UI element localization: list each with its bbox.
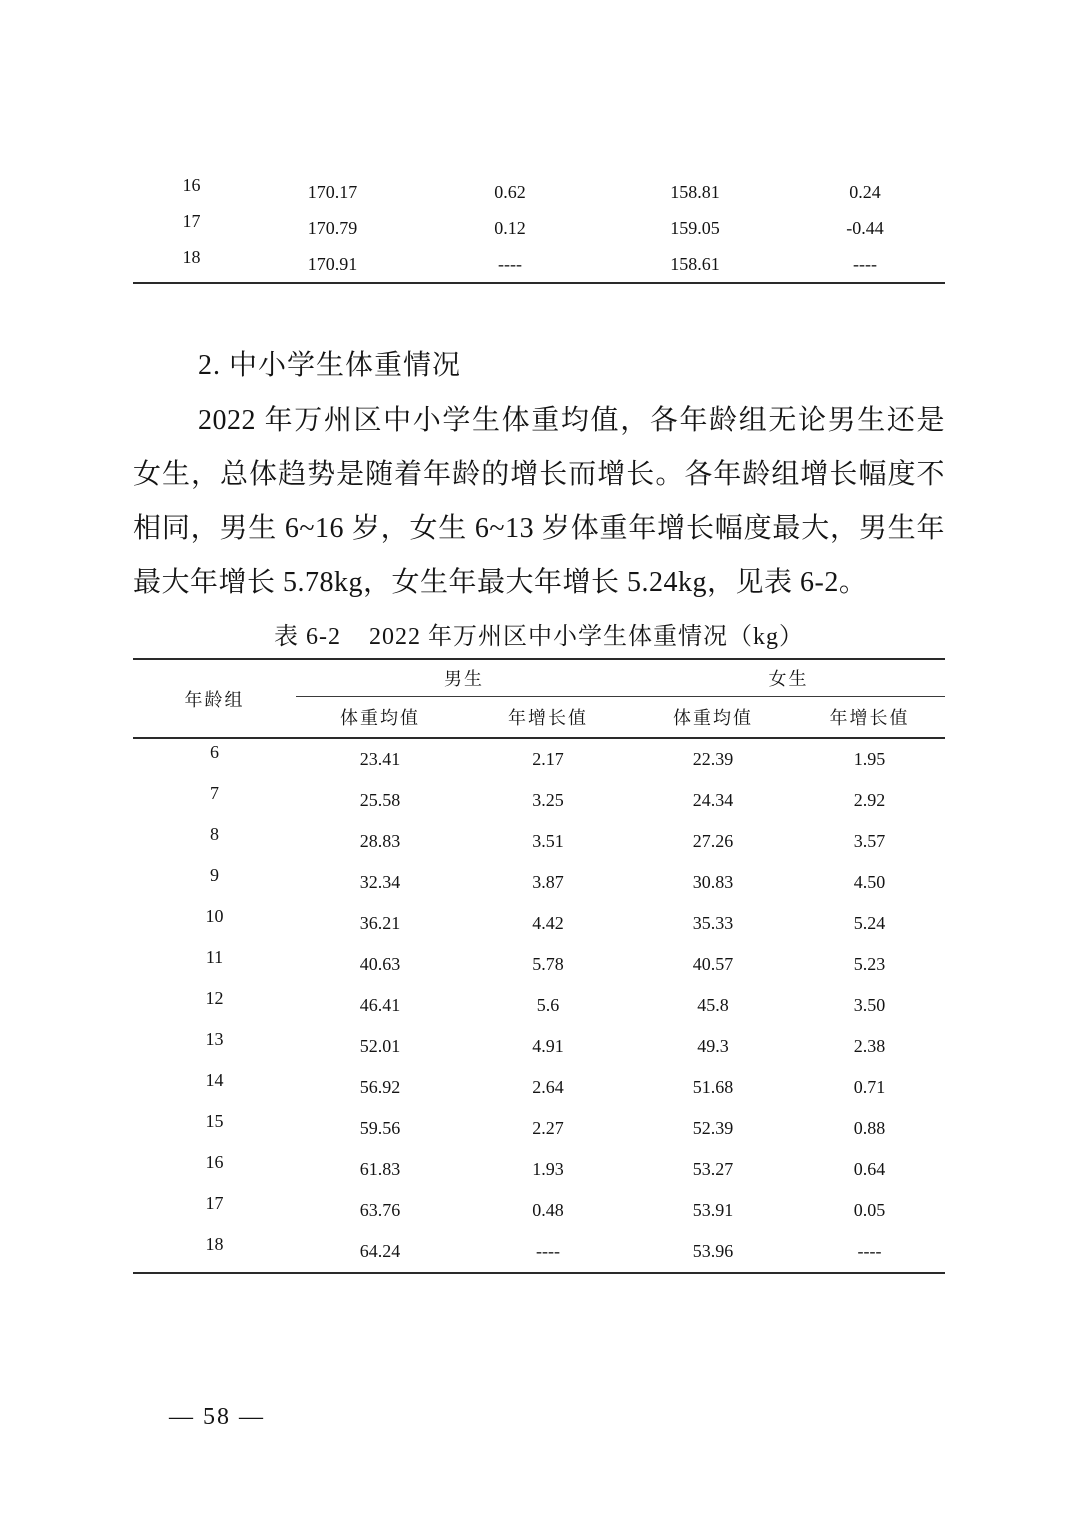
cell-female-gain: 5.24 — [853, 913, 886, 933]
cell-male-gain: 2.17 — [532, 749, 564, 769]
table-caption-label: 表 6-2 — [274, 624, 341, 650]
cell-female-average: 51.68 — [692, 1077, 734, 1097]
cell-male-average: 52.01 — [359, 1036, 401, 1056]
table-caption — [133, 620, 945, 654]
cell-male-gain: 5.6 — [536, 995, 560, 1015]
cell-female-gain: 0.64 — [853, 1159, 886, 1179]
cell-female-average: 24.34 — [692, 790, 734, 810]
cell-male-gain: 0.48 — [532, 1200, 564, 1220]
cell-age: 18 — [182, 246, 201, 267]
table-row — [133, 821, 945, 862]
cell-male-gain: 4.91 — [532, 1036, 564, 1056]
cell-age: 6 — [210, 742, 219, 762]
table-row — [133, 1190, 945, 1231]
section-heading: 2. 中小学生体重情况 — [198, 350, 462, 381]
weight-table-header — [133, 659, 945, 738]
cell-male-gain: 3.25 — [532, 790, 564, 810]
header-female-average: 体重均值 — [632, 697, 794, 739]
cell-age: 11 — [205, 947, 224, 967]
table-row — [133, 903, 945, 944]
table-row — [133, 1026, 945, 1067]
cell-female-gain: 1.95 — [853, 749, 886, 769]
cell-age: 8 — [210, 824, 219, 844]
cell-male-gain: 3.51 — [532, 831, 564, 851]
cell-male-gain: ---- — [536, 1241, 560, 1261]
cell-age: 17 — [205, 1193, 224, 1213]
weight-table-body — [133, 738, 945, 1273]
header-row-groups — [133, 659, 945, 697]
cell-female-average: 45.8 — [697, 995, 729, 1015]
cell-female-average: 159.05 — [670, 217, 720, 238]
cell-female-average: 53.27 — [692, 1159, 734, 1179]
cell-age: 13 — [205, 1029, 224, 1049]
table-row — [133, 985, 945, 1026]
cell-female-gain: 0.71 — [853, 1077, 886, 1097]
cell-male-average: 64.24 — [359, 1241, 401, 1261]
cell-male-gain: 3.87 — [532, 872, 564, 892]
cell-female-average: 22.39 — [692, 749, 734, 769]
cell-male-gain: ---- — [498, 253, 522, 274]
cell-female-average: 35.33 — [692, 913, 734, 933]
cell-female-gain: 0.24 — [849, 181, 881, 202]
table-row — [133, 246, 945, 283]
cell-male-average: 28.83 — [359, 831, 401, 851]
height-table-body — [133, 174, 945, 283]
cell-male-gain: 4.42 — [532, 913, 564, 933]
cell-female-average: 158.61 — [670, 253, 720, 274]
table-row — [133, 944, 945, 985]
cell-female-average: 53.96 — [692, 1241, 734, 1261]
cell-age: 9 — [210, 865, 219, 885]
cell-female-gain: ---- — [853, 253, 877, 274]
cell-female-average: 52.39 — [692, 1118, 734, 1138]
cell-age: 7 — [210, 783, 219, 803]
weight-table — [133, 658, 945, 1274]
page-content — [133, 0, 945, 1431]
cell-female-gain: 2.92 — [853, 790, 886, 810]
body-paragraph: 2022 年万州区中小学生体重均值，各年龄组无论男生还是女生，总体趋势是随着年龄的增长而增长。各年龄组增长幅度不相同，男生 6~16 岁，女生 6~13 岁体重年增长幅度最大，男生年最大年增长 5.78kg，女生年最大年增长 5.24kg，见表 6-2。 — [133, 405, 945, 598]
cell-male-average: 36.21 — [359, 913, 401, 933]
header-age-group: 年龄组 — [133, 659, 296, 738]
table-row — [133, 862, 945, 903]
cell-female-average: 53.91 — [692, 1200, 734, 1220]
cell-male-average: 40.63 — [359, 954, 401, 974]
cell-male-average: 56.92 — [359, 1077, 401, 1097]
table-row — [133, 780, 945, 821]
cell-female-gain: 5.23 — [853, 954, 886, 974]
cell-male-gain: 0.12 — [494, 217, 526, 238]
cell-female-gain: 3.50 — [853, 995, 886, 1015]
cell-age: 18 — [205, 1234, 224, 1254]
table-row — [133, 210, 945, 246]
table-row — [133, 738, 945, 780]
table-caption-text: 2022 年万州区中小学生体重情况（kg） — [369, 624, 804, 650]
cell-female-gain: 0.05 — [853, 1200, 886, 1220]
page-number: — 58 — — [169, 1404, 265, 1430]
cell-male-average: 23.41 — [359, 749, 401, 769]
cell-female-gain: 3.57 — [853, 831, 886, 851]
header-male-gain: 年增长值 — [464, 697, 632, 739]
height-table-continued — [133, 174, 945, 284]
cell-male-average: 170.79 — [307, 217, 358, 238]
cell-male-gain: 5.78 — [532, 954, 564, 974]
cell-male-average: 25.58 — [359, 790, 401, 810]
header-male-group: 男生 — [296, 659, 632, 697]
cell-age: 15 — [205, 1111, 224, 1131]
cell-age: 10 — [205, 906, 224, 926]
cell-male-average: 32.34 — [359, 872, 401, 892]
cell-female-gain: -0.44 — [846, 217, 884, 238]
cell-male-gain: 2.64 — [532, 1077, 564, 1097]
cell-female-gain: 2.38 — [853, 1036, 886, 1056]
cell-age: 12 — [205, 988, 224, 1008]
cell-female-gain: ---- — [857, 1241, 882, 1261]
cell-male-average: 63.76 — [359, 1200, 401, 1220]
cell-age: 16 — [182, 174, 201, 195]
table-row — [133, 1108, 945, 1149]
cell-age: 17 — [182, 210, 201, 231]
cell-male-gain: 0.62 — [494, 181, 526, 202]
cell-female-average: 30.83 — [692, 872, 734, 892]
cell-male-average: 170.91 — [307, 253, 358, 274]
header-male-average: 体重均值 — [296, 697, 464, 739]
cell-female-gain: 4.50 — [853, 872, 886, 892]
cell-male-gain: 2.27 — [532, 1118, 564, 1138]
header-female-gain: 年增长值 — [794, 697, 945, 739]
table-row — [133, 174, 945, 210]
table-row — [133, 1149, 945, 1190]
cell-male-average: 46.41 — [359, 995, 401, 1015]
header-female-group: 女生 — [632, 659, 945, 697]
cell-female-average: 40.57 — [692, 954, 734, 974]
cell-female-gain: 0.88 — [853, 1118, 886, 1138]
cell-age: 14 — [205, 1070, 224, 1090]
table-row — [133, 1067, 945, 1108]
cell-male-average: 61.83 — [359, 1159, 401, 1179]
cell-age: 16 — [205, 1152, 224, 1172]
cell-female-average: 49.3 — [697, 1036, 729, 1056]
cell-male-average: 170.17 — [307, 181, 358, 202]
cell-female-average: 27.26 — [692, 831, 734, 851]
cell-male-gain: 1.93 — [532, 1159, 564, 1179]
cell-female-average: 158.81 — [670, 181, 720, 202]
cell-male-average: 59.56 — [359, 1118, 401, 1138]
table-row — [133, 1231, 945, 1273]
